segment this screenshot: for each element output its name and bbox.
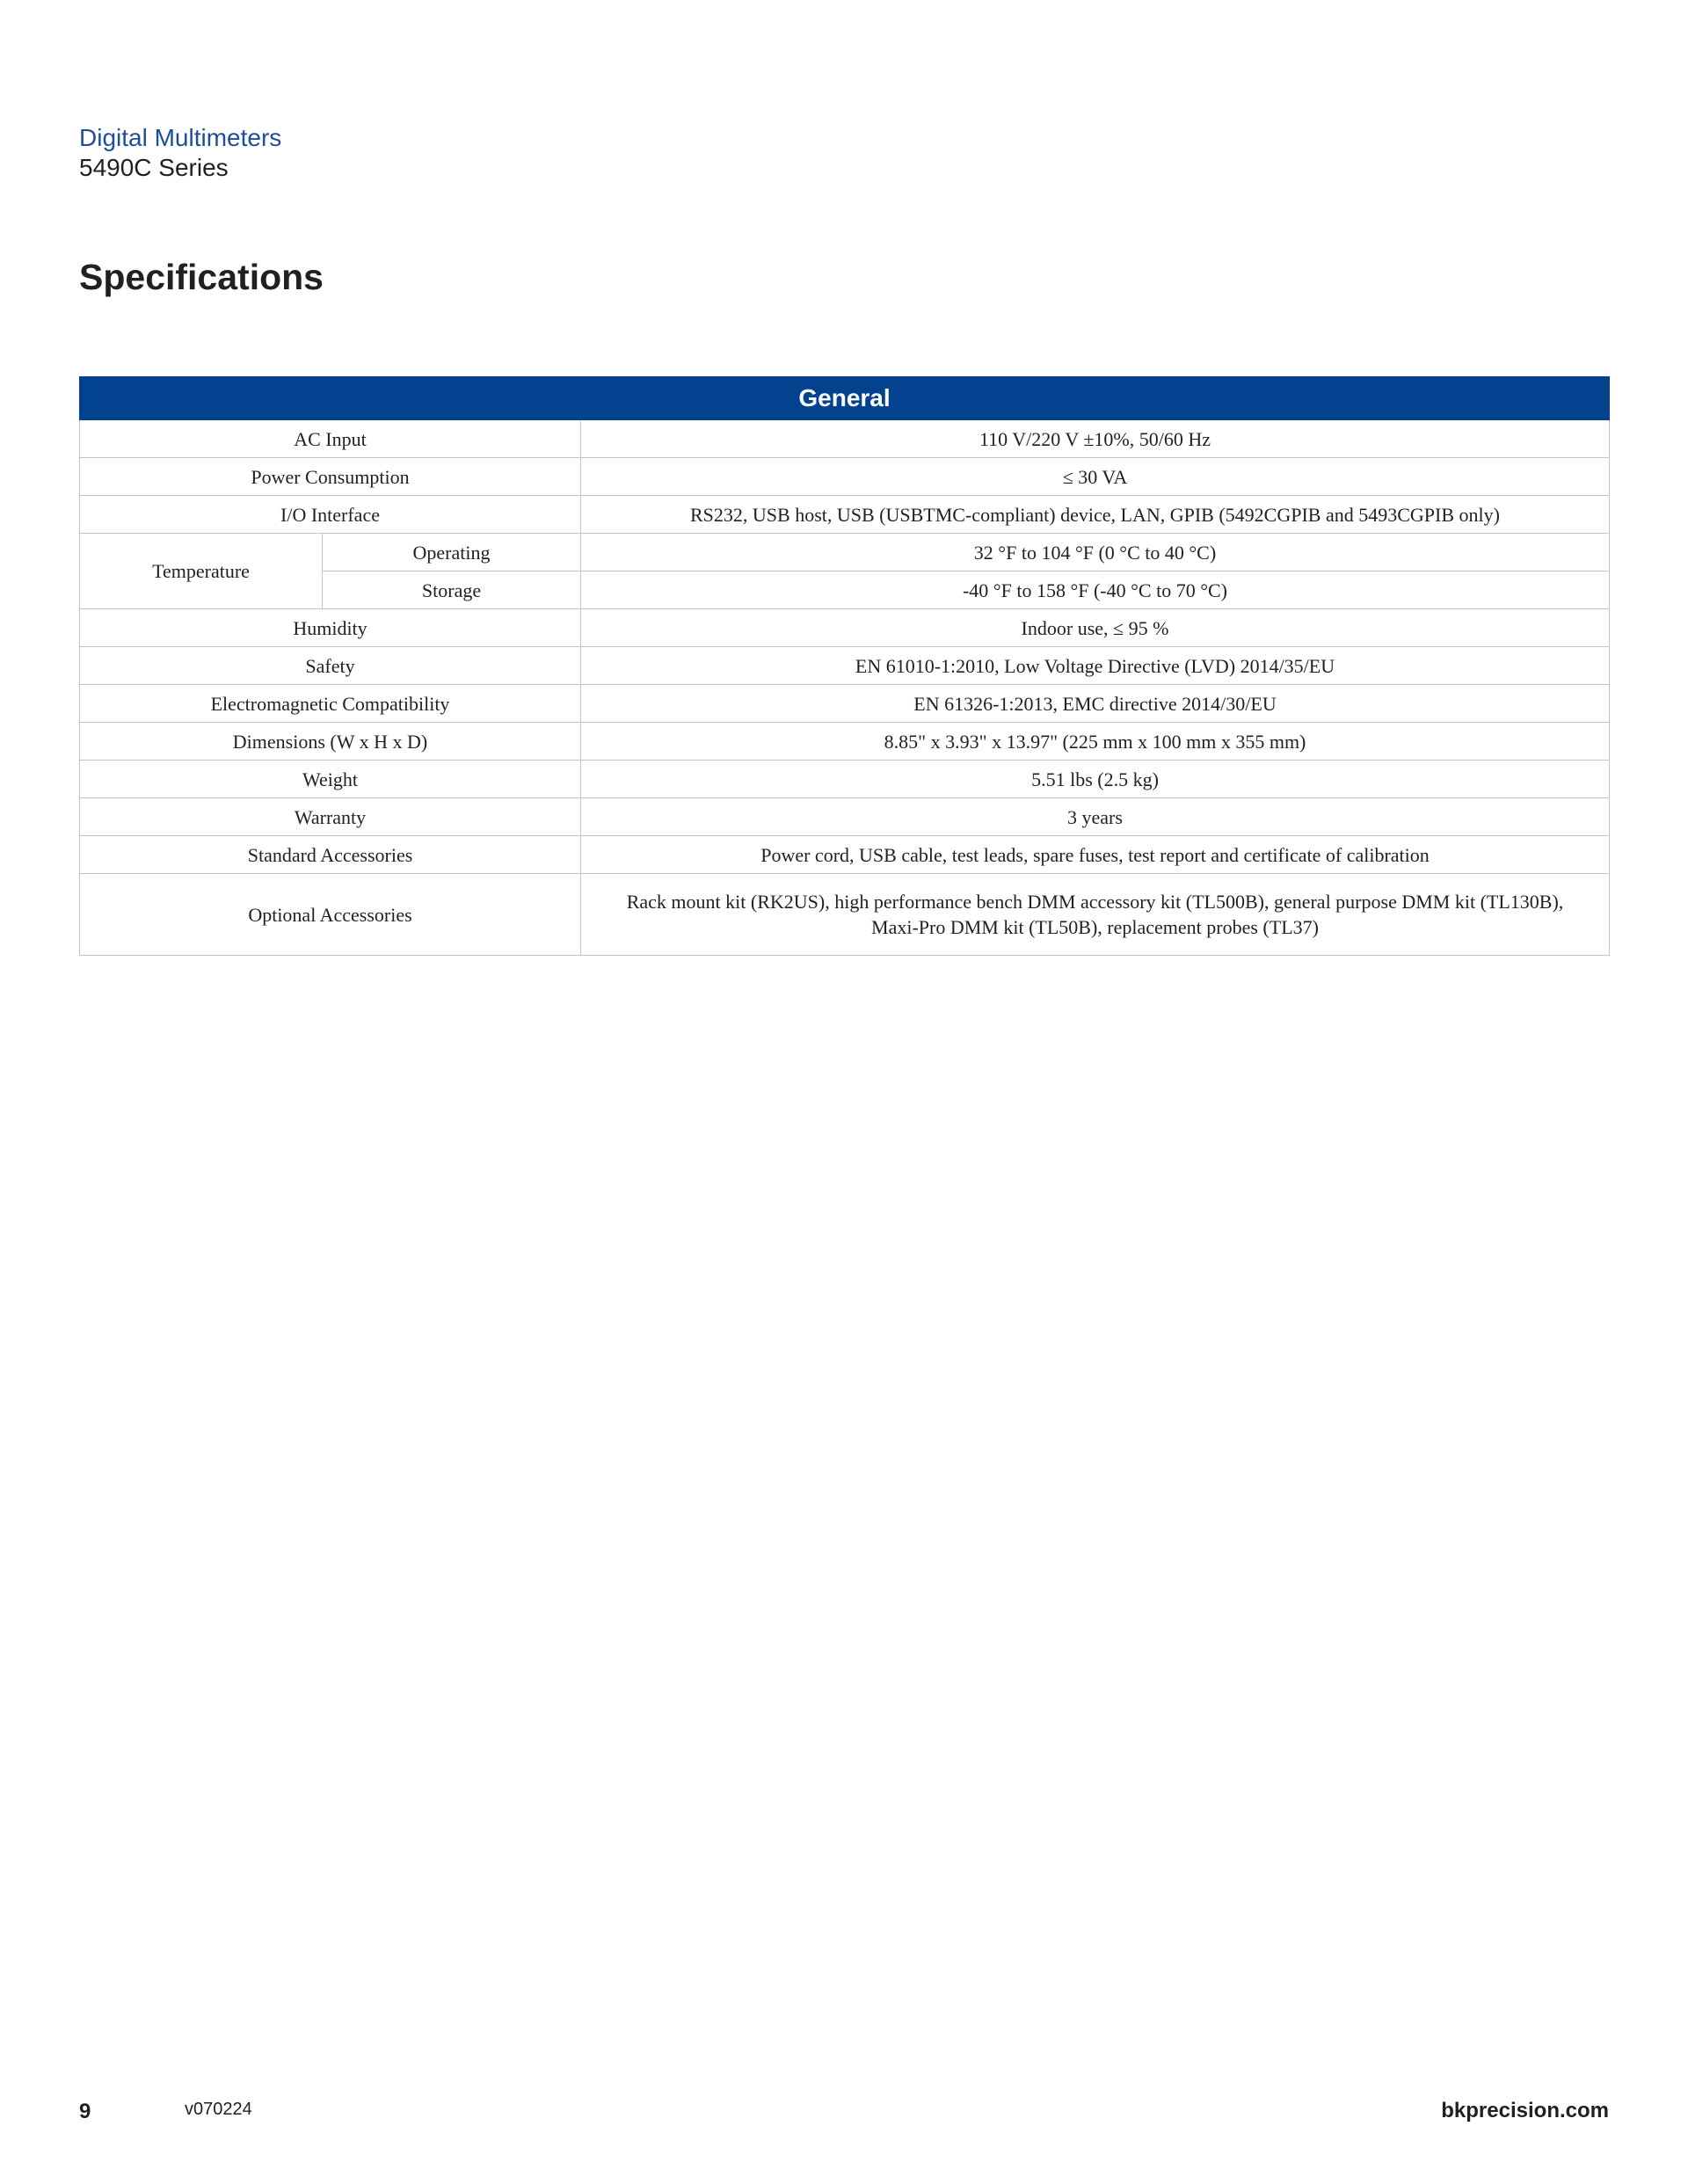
table-row xyxy=(80,836,1610,874)
product-category: Digital Multimeters xyxy=(79,124,282,151)
table-row xyxy=(80,458,1610,496)
table-row xyxy=(80,609,1610,647)
spec-value-io-interface: RS232, USB host, USB (USBTMC-compliant) device, LAN, GPIB (5492CGPIB and 5493CGPIB only) xyxy=(581,496,1610,534)
spec-value-ac-input: 110 V/220 V ±10%, 50/60 Hz xyxy=(581,420,1610,458)
website-link[interactable]: bkprecision.com xyxy=(1441,2099,1609,2122)
spec-label-safety: Safety xyxy=(80,647,581,685)
spec-label-dimensions: Dimensions (W x H x D) xyxy=(80,723,581,761)
optional-accessories-line-1: Rack mount kit (RK2US), high performance bench DMM accessory kit (TL500B), general purpose DMM kit (TL130B), xyxy=(626,891,1564,913)
spec-value-standard-accessories: Power cord, USB cable, test leads, spare fuses, test report and certificate of calibration xyxy=(581,836,1610,874)
spec-label-optional-accessories: Optional Accessories xyxy=(80,874,581,956)
spec-value-emc: EN 61326-1:2013, EMC directive 2014/30/EU xyxy=(581,685,1610,723)
spec-value-optional-accessories xyxy=(581,874,1610,956)
document-header xyxy=(79,123,281,183)
spec-label-warranty: Warranty xyxy=(80,798,581,836)
optional-accessories-line-2: Maxi-Pro DMM kit (TL50B), replacement probes (TL37) xyxy=(871,916,1319,938)
spec-value-safety: EN 61010-1:2010, Low Voltage Directive (LVD) 2014/35/EU xyxy=(581,647,1610,685)
document-version: v070224 xyxy=(185,2100,252,2119)
table-row xyxy=(80,685,1610,723)
table-row xyxy=(80,496,1610,534)
spec-value-storage-temperature: -40 °F to 158 °F (-40 °C to 70 °C) xyxy=(581,571,1610,609)
table-row xyxy=(80,534,1610,571)
table-row xyxy=(80,420,1610,458)
product-series: 5490C Series xyxy=(79,154,229,181)
spec-value-dimensions: 8.85" x 3.93" x 13.97" (225 mm x 100 mm x 355 mm) xyxy=(581,723,1610,761)
table-row xyxy=(80,798,1610,836)
table-row xyxy=(80,647,1610,685)
spec-value-weight: 5.51 lbs (2.5 kg) xyxy=(581,761,1610,798)
spec-label-io-interface: I/O Interface xyxy=(80,496,581,534)
table-header-row xyxy=(80,377,1610,420)
spec-sublabel-storage: Storage xyxy=(323,571,581,609)
spec-value-humidity: Indoor use, ≤ 95 % xyxy=(581,609,1610,647)
spec-label-weight: Weight xyxy=(80,761,581,798)
spec-label-temperature: Temperature xyxy=(80,534,323,609)
spec-label-power-consumption: Power Consumption xyxy=(80,458,581,496)
table-row xyxy=(80,874,1610,956)
spec-value-warranty: 3 years xyxy=(581,798,1610,836)
spec-label-humidity: Humidity xyxy=(80,609,581,647)
spec-sublabel-operating: Operating xyxy=(323,534,581,571)
section-title-general: General xyxy=(80,377,1610,420)
spec-value-power-consumption: ≤ 30 VA xyxy=(581,458,1610,496)
spec-label-emc: Electromagnetic Compatibility xyxy=(80,685,581,723)
table-row xyxy=(80,723,1610,761)
page-number: 9 xyxy=(79,2100,91,2123)
spec-label-standard-accessories: Standard Accessories xyxy=(80,836,581,874)
specifications-table xyxy=(79,376,1610,956)
spec-label-ac-input: AC Input xyxy=(80,420,581,458)
spec-value-operating-temperature: 32 °F to 104 °F (0 °C to 40 °C) xyxy=(581,534,1610,571)
page-title: Specifications xyxy=(79,257,324,297)
table-row xyxy=(80,761,1610,798)
